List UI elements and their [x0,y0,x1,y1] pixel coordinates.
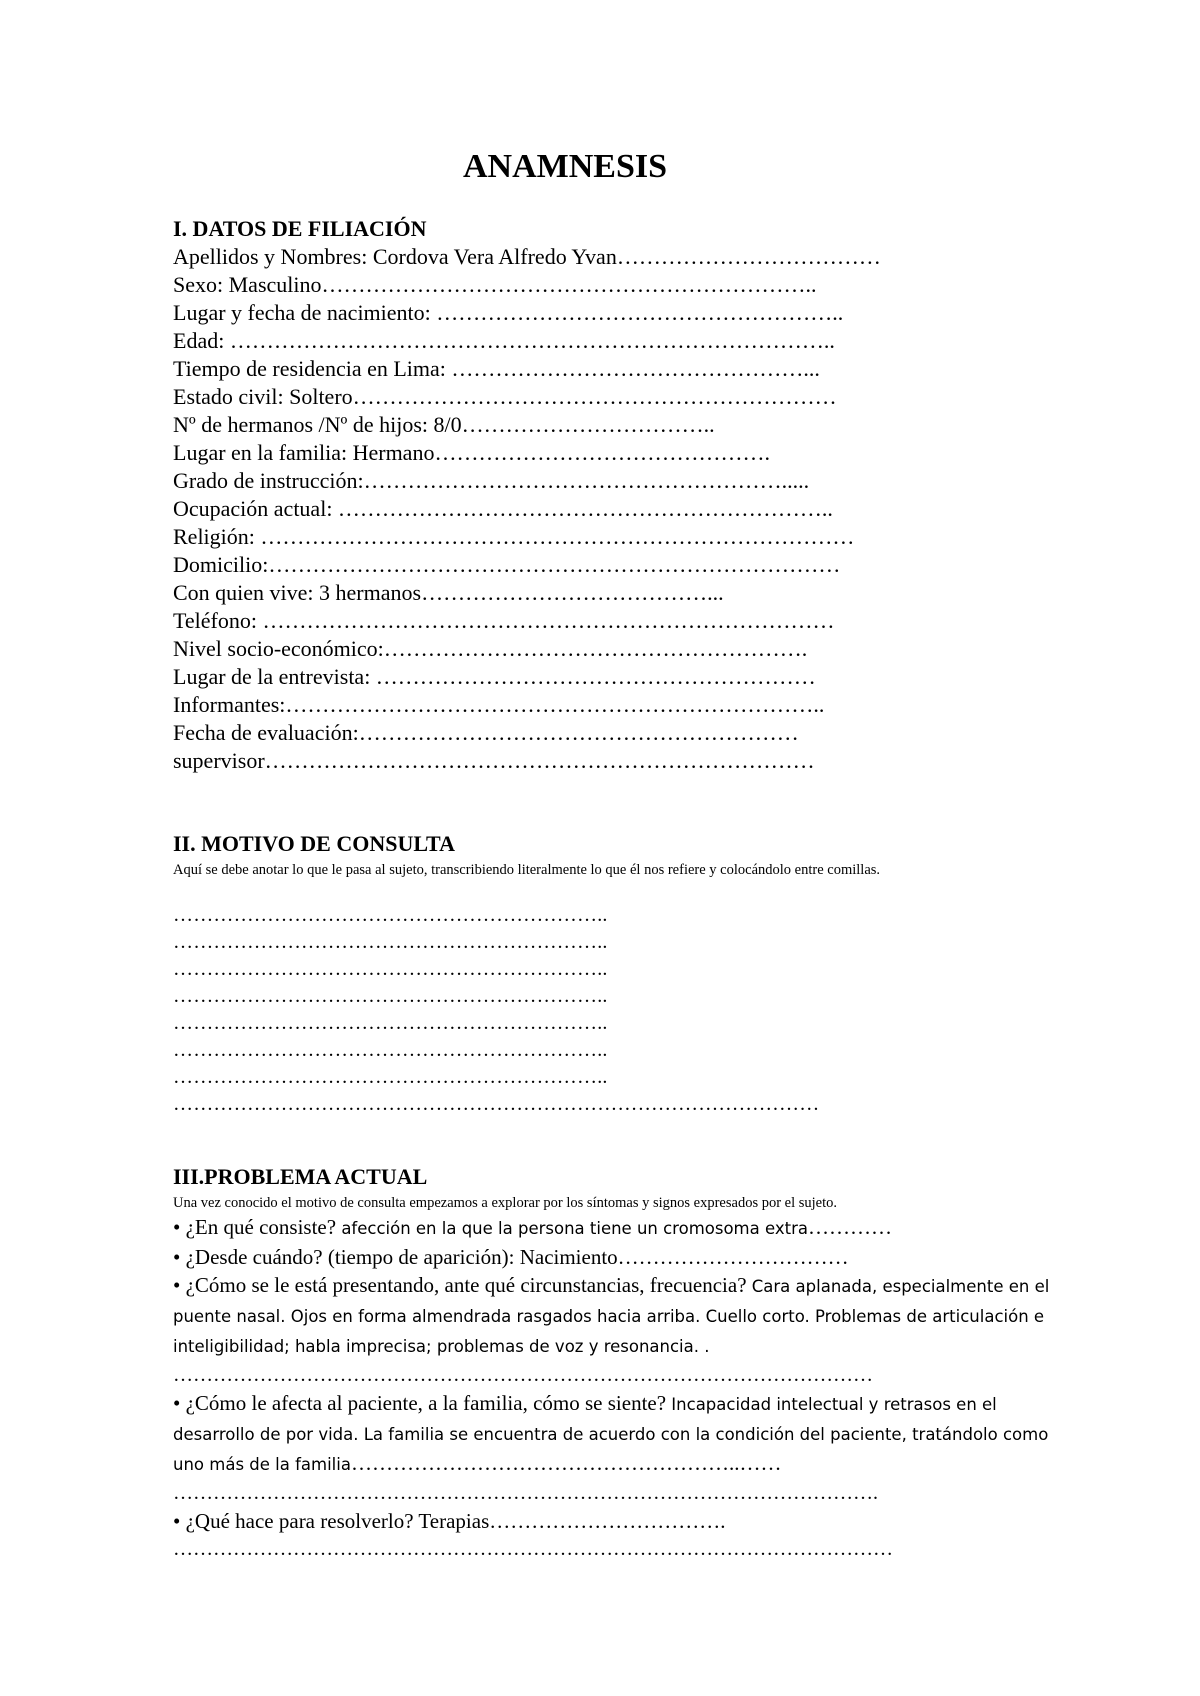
field-apellidos-nombres: Apellidos y Nombres: Cordova Vera Alfredo Yvan……………………………… [173,244,881,269]
answer-text: Cara aplanada, especialmente en el puente nasal. Ojos en forma almendrada rasgados hacia arriba. Cuello corto. Problemas de articulación e inteligibilidad; habla imprecisa; problemas de voz y resonancia. . [173,1277,1050,1356]
dotted-line: ……………………………………………………………………………………………. [173,1482,878,1504]
question-desde-cuando [173,1243,1133,1271]
dotted-line: …………………………………………………………………………………………… [173,1364,873,1386]
field-tiempo-residencia: Tiempo de residencia en Lima: …………………………………………... [173,356,820,381]
dotted-line: ……………………………………………………….. [173,1012,608,1034]
field-grado-instruccion: Grado de instrucción:…………………………………………………..... [173,468,810,493]
section-heading: III.PROBLEMA ACTUAL [173,1164,428,1189]
question-text: • ¿Cómo se le está presentando, ante qué circunstancias, frecuencia? [173,1273,752,1297]
field-nivel-socioeconomico: Nivel socio-económico:…………………………………………………. [173,636,808,661]
answer-text: Incapacidad intelectual y retrasos en el desarrollo de por vida. La familia se encuentra de acuerdo con la condición del paciente, tratándolo como uno más de la familia [173,1395,1049,1474]
dotted-line: ……………………………………………………….. [173,904,608,926]
field-edad: Edad: ……………………………………………………………………….. [173,328,835,353]
section-heading: I. DATOS DE FILIACIÓN [173,216,427,241]
dotted-fill: ………… [807,1215,892,1239]
field-religion: Religión: ……………………………………………………………………… [173,524,855,549]
section-problema-actual [173,1163,1133,1563]
dotted-line: ……………………………………………………….. [173,985,608,1007]
field-hermanos-hijos: Nº de hermanos /Nº de hijos: 8/0…………………………….. [173,412,715,437]
dotted-line: ……………………………………………………….. [173,1066,608,1088]
field-sexo: Sexo: Masculino………………………………………………………….. [173,272,817,297]
field-con-quien-vive: Con quien vive: 3 hermanos…………………………………... [173,580,724,605]
dotted-line: …………………………………………………………………………………… [173,1093,820,1115]
section-motivo-consulta [173,830,1133,1118]
question-como-afecta [173,1389,1078,1479]
question-que-hace [173,1507,1133,1535]
field-supervisor: supervisor………………………………………………………………… [173,748,815,773]
field-fecha-evaluacion: Fecha de evaluación:…………………………………………………… [173,720,799,745]
field-informantes: Informantes:……………………………………………………………….. [173,692,825,717]
field-ocupacion: Ocupación actual: ………………………………………………………….. [173,496,833,521]
dotted-fill: ………………………………………………..…… [350,1451,782,1475]
dotted-line: ……………………………………………………….. [173,931,608,953]
section-heading: II. MOTIVO DE CONSULTA [173,831,455,856]
dotted-line: ……………………………………………………….. [173,958,608,980]
question-text: • ¿Cómo le afecta al paciente, a la familia, cómo se siente? [173,1391,672,1415]
dotted-fill: …………………………… [617,1245,849,1269]
section-instruction: Una vez conocido el motivo de consulta empezamos a explorar por los síntomas y signos expresados por el sujeto. [173,1195,838,1211]
answer-text: afección en la que la persona tiene un cromosoma extra [341,1219,808,1238]
field-lugar-fecha-nacimiento: Lugar y fecha de nacimiento: ……………………………………………….. [173,300,844,325]
field-telefono: Teléfono: …………………………………………………………………… [173,608,835,633]
section-instruction: Aquí se debe anotar lo que le pasa al sujeto, transcribiendo literalmente lo que él nos refiere y colocándolo entre comillas. [173,862,881,878]
question-como-se-presenta [173,1271,1078,1361]
field-estado-civil: Estado civil: Soltero………………………………………………………… [173,384,837,409]
field-lugar-entrevista: Lugar de la entrevista: …………………………………………………… [173,664,816,689]
section-datos-filiacion [173,215,1133,775]
question-en-que-consiste [173,1213,1133,1243]
document-title: ANAMNESIS [462,148,668,185]
dotted-fill: ……………………………. [489,1509,726,1533]
field-domicilio: Domicilio:…………………………………………………………………… [173,552,841,577]
question-text: • ¿Qué hace para resolverlo? Terapias [173,1509,490,1533]
field-lugar-familia: Lugar en la familia: Hermano………………………………………. [173,440,770,465]
question-text: • ¿Desde cuándo? (tiempo de aparición): Nacimiento [173,1245,618,1269]
dotted-lines [173,902,1133,1118]
question-text: • ¿En qué consiste? [173,1215,342,1239]
dotted-line: ……………………………………………………………………………………………… [173,1538,893,1560]
dotted-line: ……………………………………………………….. [173,1039,608,1061]
